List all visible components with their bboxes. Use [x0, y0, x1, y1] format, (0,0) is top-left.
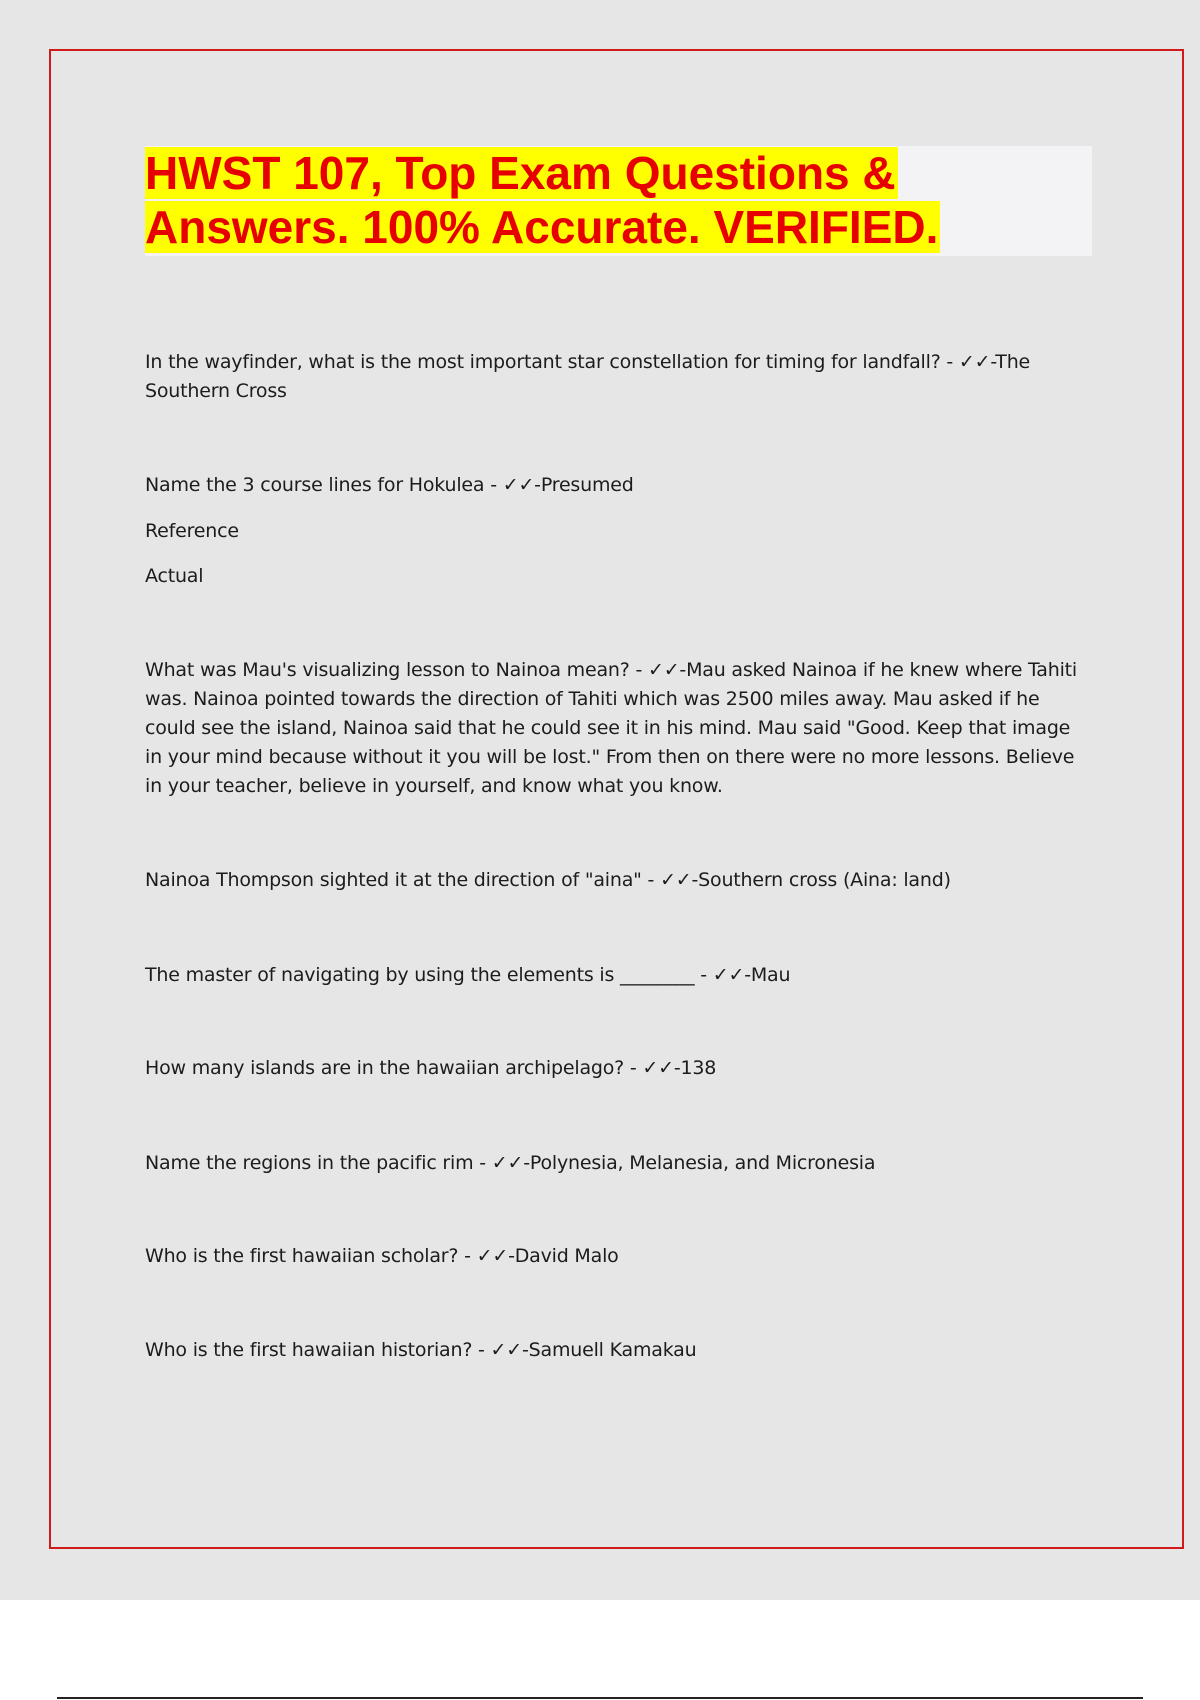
question-text: Who is the first hawaiian historian?: [145, 1339, 473, 1361]
check-mark-icon: ✓✓: [958, 351, 991, 373]
answer-text: Southern cross (Aina: land): [698, 869, 951, 891]
check-mark-icon: ✓✓: [642, 1057, 674, 1079]
question-text: The master of navigating by using the elements is ________: [145, 964, 695, 986]
title-block: [145, 146, 1092, 256]
answer-extra-line-1: Reference: [145, 520, 239, 542]
title-line-1: HWST 107, Top Exam Questions &: [145, 147, 896, 199]
check-mark-icon: ✓✓: [476, 1245, 509, 1267]
answer-text: Samuell Kamakau: [528, 1339, 697, 1361]
question-text: How many islands are in the hawaiian archipelago?: [145, 1057, 625, 1079]
question-text: In the wayfinder, what is the most important star constellation for timing for landfall?: [145, 351, 941, 373]
answer-text: Polynesia, Melanesia, and Micronesia: [529, 1152, 876, 1174]
check-mark-icon: ✓✓: [502, 474, 535, 496]
qa-item-4: Nainoa Thompson sighted it at the direction of "aina" - ✓✓-Southern cross (Aina: land): [145, 869, 951, 891]
question-text: Name the 3 course lines for Hokulea: [145, 474, 485, 496]
qa-item-8: Who is the first hawaiian scholar? - ✓✓-David Malo: [145, 1245, 619, 1267]
check-mark-icon: ✓✓: [712, 964, 745, 986]
qa-item-2: Name the 3 course lines for Hokulea - ✓✓-Presumed: [145, 474, 634, 496]
check-mark-icon: ✓✓: [490, 1339, 522, 1361]
check-mark-icon: ✓✓: [647, 659, 680, 681]
answer-text: The Southern Cross: [145, 351, 1031, 402]
answer-text: Mau asked Nainoa if he knew where Tahiti was. Nainoa pointed towards the direction of Tahiti which was 2500 miles away. Mau asked if he could see the island, Nainoa said that he could see it in his mind. Mau said "Good. Keep that image in your mind because without it you will be lost." From then on there were no more lessons. Believe in your teacher, believe in yourself, and know what you know.: [145, 659, 1077, 797]
document-title: [145, 146, 1092, 254]
answer-text: David Malo: [514, 1245, 619, 1267]
qa-item-5: The master of navigating by using the elements is ________ - ✓✓-Mau: [145, 964, 791, 986]
check-mark-icon: ✓✓: [660, 869, 692, 891]
question-text: What was Mau's visualizing lesson to Nainoa mean?: [145, 659, 630, 681]
answer-text: 138: [680, 1057, 717, 1079]
qa-item-1: In the wayfinder, what is the most important star constellation for timing for landfall? - ✓✓-The Southern Cross: [145, 351, 1031, 402]
answer-text: Mau: [750, 964, 791, 986]
question-text: Name the regions in the pacific rim: [145, 1152, 474, 1174]
answer-text: Presumed: [540, 474, 634, 496]
qa-item-3: What was Mau's visualizing lesson to Nainoa mean? - ✓✓-Mau asked Nainoa if he knew where Tahiti was. Nainoa pointed towards the direction of Tahiti which was 2500 miles away. Mau asked if he could see the island, Nainoa said that he could see it in his mind. Mau said "Good. Keep that image in your mind because without it you will be lost." From then on there were no more lessons. Believe in your teacher, believe in yourself, and know what you know.: [145, 659, 1077, 797]
check-mark-icon: ✓✓: [491, 1152, 524, 1174]
title-line-2: Answers. 100% Accurate. VERIFIED.: [145, 201, 939, 253]
qa-item-9: Who is the first hawaiian historian? - ✓✓-Samuell Kamakau: [145, 1339, 697, 1361]
answer-extra-line-2: Actual: [145, 565, 204, 587]
footer-divider: [57, 1697, 1143, 1699]
qa-item-7: Name the regions in the pacific rim - ✓✓-Polynesia, Melanesia, and Micronesia: [145, 1152, 876, 1174]
question-text: Who is the first hawaiian scholar?: [145, 1245, 459, 1267]
qa-item-6: How many islands are in the hawaiian archipelago? - ✓✓-138: [145, 1057, 717, 1079]
question-text: Nainoa Thompson sighted it at the direction of "aina": [145, 869, 642, 891]
